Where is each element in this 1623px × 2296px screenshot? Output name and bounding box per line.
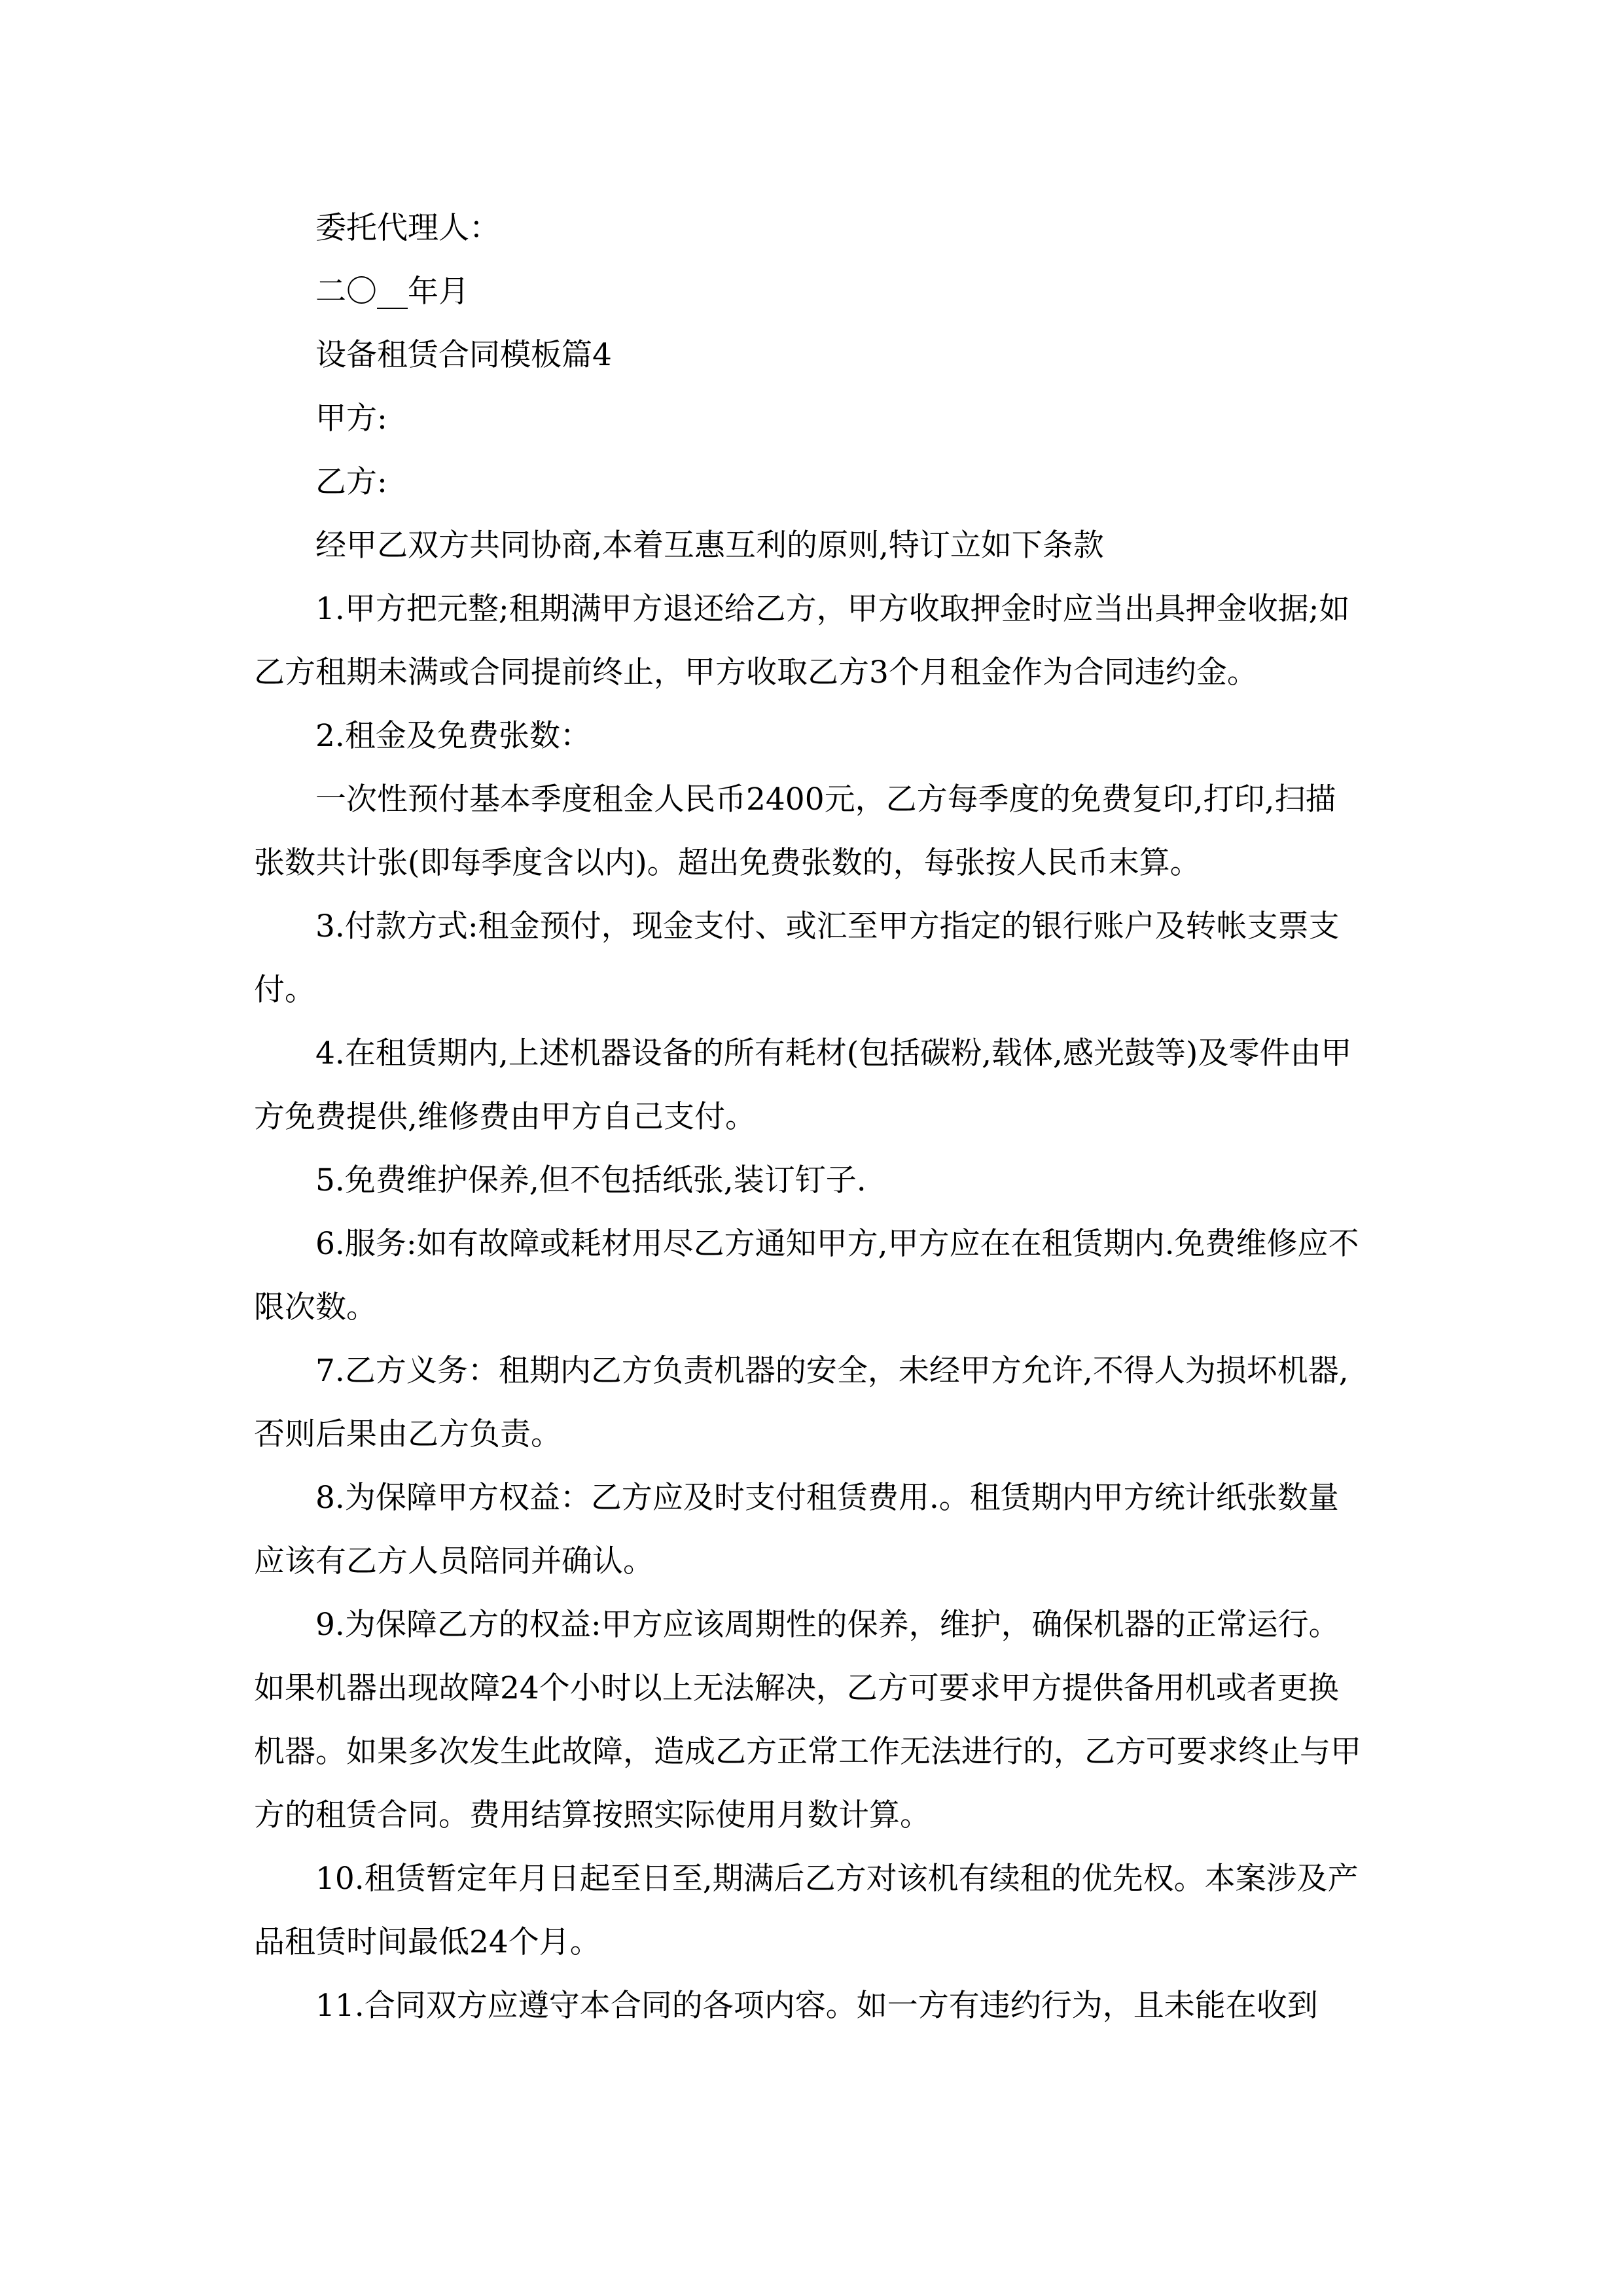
clause-3: 3.付款方式:租金预付，现金支付、或汇至甲方指定的银行账户及转帐支票支付。 [254, 908, 1340, 1008]
clause-6: 6.服务:如有故障或耗材用尽乙方通知甲方,甲方应在在租赁期内.免费维修应不限次数。 [254, 1226, 1359, 1325]
document-body [254, 196, 1366, 2037]
preamble: 经甲乙双方共同协商,本着互惠互利的原则,特订立如下条款 [315, 528, 1104, 564]
date-line: 二〇__年月 [315, 274, 469, 310]
clause-10: 10.租赁暂定年月日起至日至,期满后乙方对该机有续租的优先权。本案涉及产品租赁时间最低24个月。 [254, 1861, 1359, 1960]
clause-9: 9.为保障乙方的权益:甲方应该周期性的保养，维护，确保机器的正常运行。如果机器出现故障24个小时以上无法解决，乙方可要求甲方提供备用机或者更换机器。如果多次发生此故障，造成乙方正常工作无法进行的，乙方可要求终止与甲方的租赁合同。费用结算按照实际使用月数计算。 [254, 1607, 1361, 1833]
section-title: 设备租赁合同模板篇4 [315, 337, 612, 373]
clause-2-body: 一次性预付基本季度租金人民币2400元，乙方每季度的免费复印,打印,扫描张数共计张(即每季度含以内)。超出免费张数的，每张按人民币末算。 [254, 781, 1336, 881]
clause-1: 1.甲方把元整;租期满甲方退还给乙方，甲方收取押金时应当出具押金收据;如乙方租期未满或合同提前终止，甲方收取乙方3个月租金作为合同违约金。 [254, 591, 1350, 691]
clause-8: 8.为保障甲方权益：乙方应及时支付租赁费用.。租赁期内甲方统计纸张数量应该有乙方人员陪同并确认。 [254, 1480, 1339, 1579]
clause-7: 7.乙方义务：租期内乙方负责机器的安全，未经甲方允许,不得人为损坏机器,否则后果由乙方负责。 [254, 1353, 1349, 1452]
party-a-label: 甲方: [315, 401, 387, 437]
clause-2-heading: 2.租金及免费张数： [315, 718, 591, 754]
agent-label: 委托代理人： [315, 210, 500, 246]
clause-4: 4.在租赁期内,上述机器设备的所有耗材(包括碳粉,载体,感光鼓等)及零件由甲方免费提供,维修费由甲方自己支付。 [254, 1035, 1352, 1135]
clause-5: 5.免费维护保养,但不包括纸张,装订钉子. [315, 1162, 866, 1198]
party-b-label: 乙方: [315, 464, 387, 500]
clause-11: 11.合同双方应遵守本合同的各项内容。如一方有违约行为，且未能在收到 [315, 1988, 1318, 2024]
